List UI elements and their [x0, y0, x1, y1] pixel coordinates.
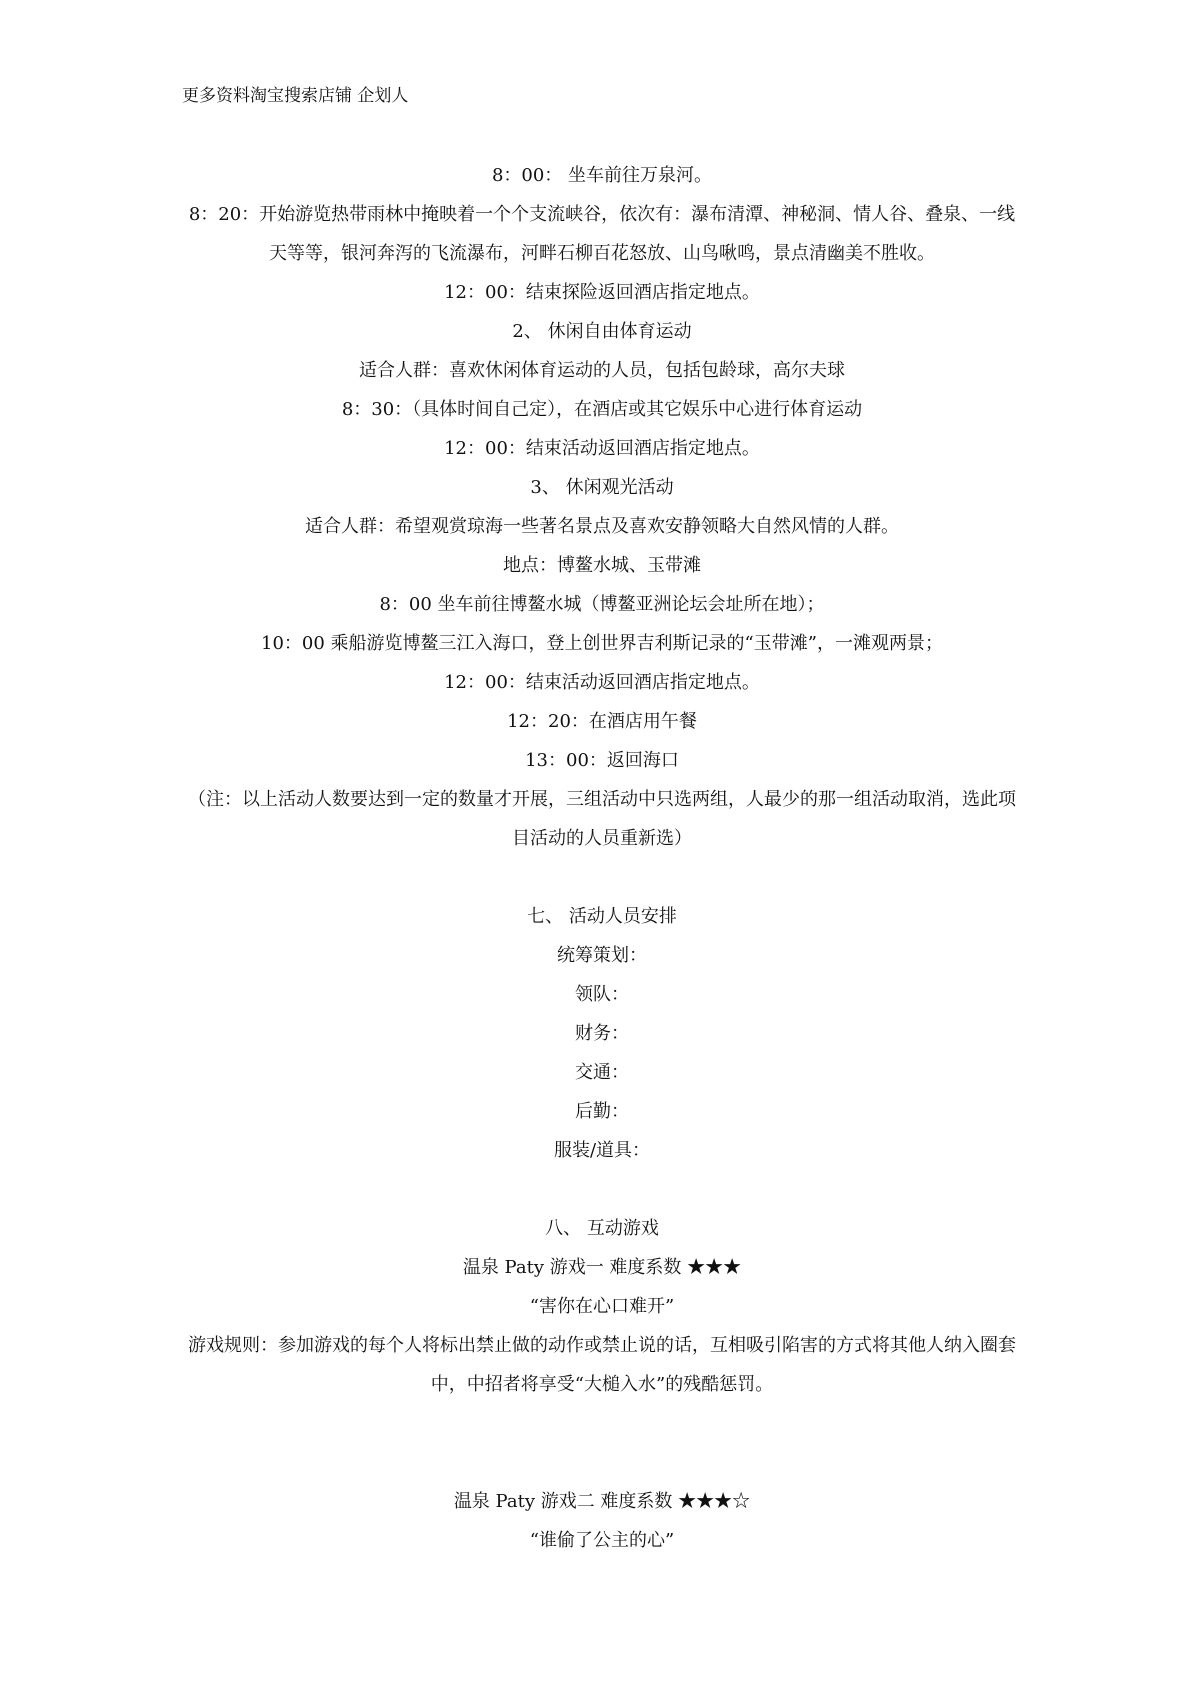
role-line: 后勤：: [575, 1101, 629, 1122]
audience-line: 适合人群：喜欢休闲体育运动的人员，包括包龄球，高尔夫球: [359, 360, 845, 381]
activity-heading: 2、 休闲自由体育运动: [512, 321, 692, 342]
section-title: 八、 互动游戏: [545, 1218, 659, 1239]
game-name: “害你在心口难开”: [529, 1296, 675, 1317]
game-rules: 游戏规则：参加游戏的每个人将标出禁止做的动作或禁止说的话，互相吸引陷害的方式将其他人纳入圈套中，中招者将享受“大槌入水”的残酷惩罚。: [188, 1335, 1016, 1395]
page-header: 更多资料淘宝搜索店铺 企划人: [182, 86, 409, 106]
document-body: [182, 156, 1022, 1560]
schedule-line: 13：00：返回海口: [525, 750, 679, 771]
game-name: “谁偷了公主的心”: [529, 1530, 675, 1551]
section-title: 七、 活动人员安排: [527, 906, 677, 927]
role-line: 统筹策划：: [557, 945, 647, 966]
game-title: 温泉 Paty 游戏二 难度系数 ★★★☆: [453, 1491, 751, 1512]
schedule-line: 8：00 坐车前往博鳌水城（博鳌亚洲论坛会址所在地）；: [379, 594, 825, 615]
audience-line: 适合人群：希望观赏琼海一些著名景点及喜欢安静领略大自然风情的人群。: [305, 516, 899, 537]
schedule-line: 12：20：在酒店用午餐: [507, 711, 697, 732]
role-line: 财务：: [575, 1023, 629, 1044]
role-line: 服装/道具：: [553, 1140, 651, 1161]
role-line: 交通：: [575, 1062, 629, 1083]
schedule-line: 10：00 乘船游览博鳌三江入海口，登上创世界吉利斯记录的“玉带滩”，一滩观两景；: [261, 633, 943, 654]
schedule-line: 12：00：结束探险返回酒店指定地点。: [444, 282, 760, 303]
activity-heading: 3、 休闲观光活动: [530, 477, 674, 498]
note-paragraph: （注：以上活动人数要达到一定的数量才开展，三组活动中只选两组，人最少的那一组活动取消，选此项目活动的人员重新选）: [188, 789, 1016, 849]
schedule-line: 8：00： 坐车前往万泉河。: [491, 165, 713, 186]
role-line: 领队：: [575, 984, 629, 1005]
game-title: 温泉 Paty 游戏一 难度系数 ★★★: [462, 1257, 742, 1278]
schedule-line: 8：30：（具体时间自己定），在酒店或其它娱乐中心进行体育运动: [341, 399, 863, 420]
schedule-line: 12：00：结束活动返回酒店指定地点。: [444, 672, 760, 693]
location-line: 地点：博鳌水城、玉带滩: [503, 555, 701, 576]
schedule-line: 12：00：结束活动返回酒店指定地点。: [444, 438, 760, 459]
schedule-paragraph: 8：20：开始游览热带雨林中掩映着一个个支流峡谷，依次有：瀑布清潭、神秘洞、情人谷、叠泉、一线天等等，银河奔泻的飞流瀑布，河畔石柳百花怒放、山鸟啾鸣，景点清幽美不胜收。: [188, 204, 1016, 264]
